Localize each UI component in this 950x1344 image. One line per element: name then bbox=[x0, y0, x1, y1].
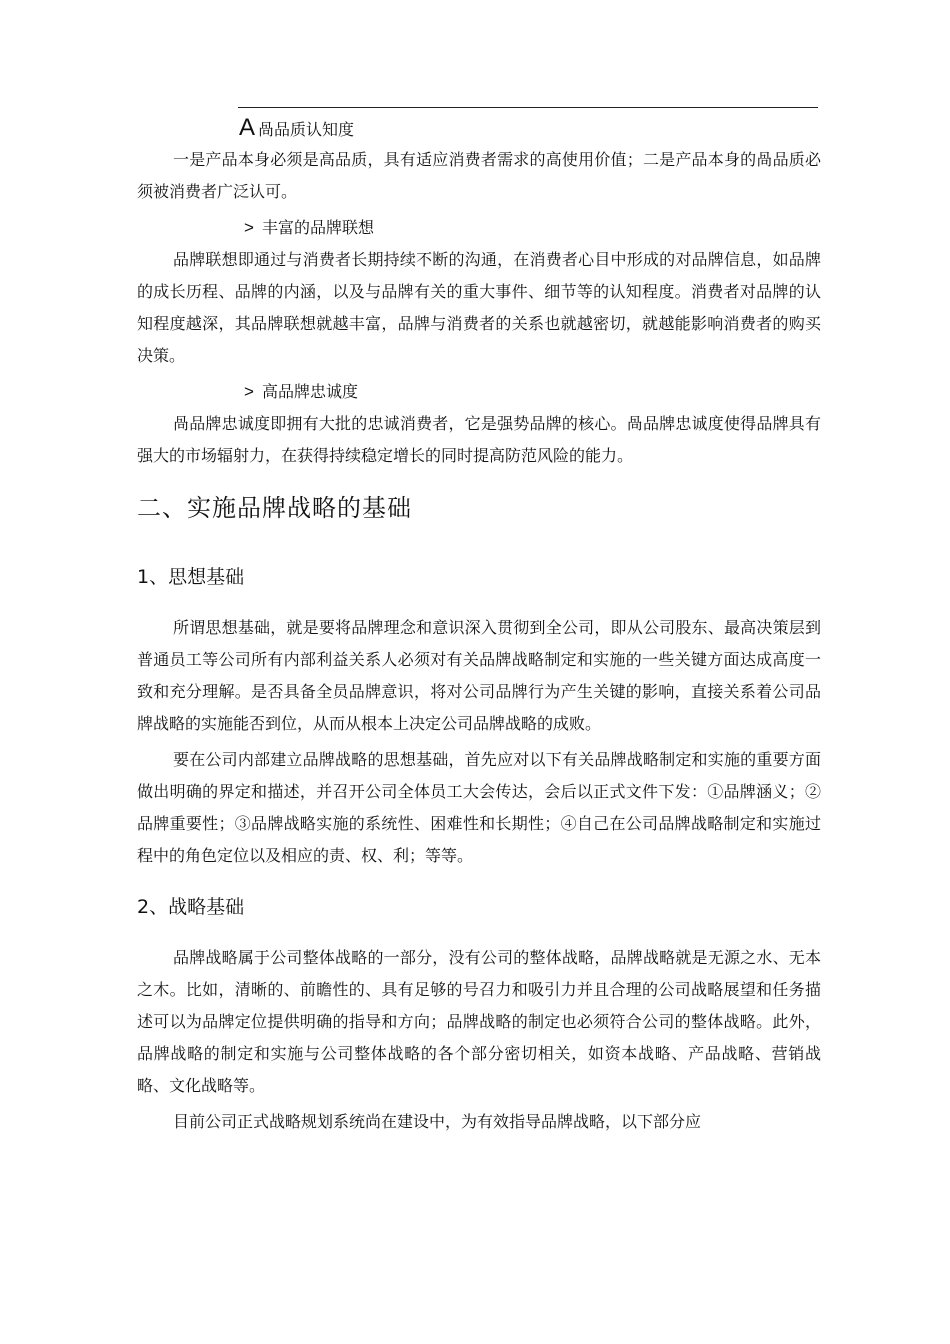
paragraph-thought-1: 所谓思想基础，就是要将品牌理念和意识深入贯彻到全公司，即从公司股东、最高决策层到普通员工等公司所有内部利益关系人必须对有关品牌战略制定和实施的一些关键方面达成高度一致和充分理解。是否具备全员品牌意识，将对公司品牌行为产生关键的影响，直接关系着公司品牌战略的实施能否到位，从而从根本上决定公司品牌战略的成败。 bbox=[137, 618, 821, 733]
bullet-brand-loyalty bbox=[137, 376, 821, 408]
paragraph-brand-association: 品牌联想即通过与消费者长期持续不断的沟通，在消费者心目中形成的对品牌信息，如品牌的成长历程、品牌的内涵，以及与品牌有关的重大事件、细节等的认知程度。消费者对品牌的认知程度越深，其品牌联想就越丰富，品牌与消费者的关系也就越密切，就越能影响消费者的购买决策。 bbox=[137, 250, 821, 365]
bullet-marker: > bbox=[244, 382, 254, 401]
chapter-heading: 二、实施品牌战略的基础 bbox=[137, 494, 412, 522]
bullet-title: 高品牌忠诚度 bbox=[261, 382, 358, 401]
bullet-brand-association bbox=[137, 212, 821, 244]
paragraph-strategy-2: 目前公司正式战略规划系统尚在建设中，为有效指导品牌战略，以下部分应 bbox=[173, 1112, 702, 1131]
subsection-heading-strategy: 2、战略基础 bbox=[137, 896, 245, 918]
bullet-high-quality-awareness bbox=[137, 112, 821, 144]
paragraph-thought-2: 要在公司内部建立品牌战略的思想基础，首先应对以下有关品牌战略制定和实施的重要方面做出明确的界定和描述，并召开公司全体员工大会传达，会后以正式文件下发：①品牌涵义；②品牌重要性；③品牌战略实施的系统性、困难性和长期性；④自己在公司品牌战略制定和实施过程中的角色定位以及相应的责、权、利；等等。 bbox=[137, 750, 821, 865]
bullet-marker: > bbox=[244, 218, 254, 237]
paragraph-high-quality: 一是产品本身必须是高品质，具有适应消费者需求的高使用价值；二是产品本身的咼品质必须被消费者广泛认可。 bbox=[137, 150, 821, 201]
bullet-marker: A bbox=[239, 114, 256, 141]
header-rule bbox=[238, 107, 818, 108]
bullet-title: 咼品质认知度 bbox=[258, 120, 355, 139]
paragraph-brand-loyalty: 咼品牌忠诚度即拥有大批的忠诚消费者，它是强势品牌的核心。咼品牌忠诚度使得品牌具有强大的市场辐射力，在获得持续稳定增长的同时提高防范风险的能力。 bbox=[137, 414, 821, 465]
document-body bbox=[137, 112, 821, 1138]
paragraph-strategy-1: 品牌战略属于公司整体战略的一部分，没有公司的整体战略，品牌战略就是无源之水、无本之木。比如，清晰的、前瞻性的、具有足够的号召力和吸引力并且合理的公司战略展望和任务描述可以为品牌定位提供明确的指导和方向；品牌战略的制定也必须符合公司的整体战略。此外，品牌战略的制定和实施与公司整体战略的各个部分密切相关，如资本战略、产品战略、营销战略、文化战略等。 bbox=[137, 948, 821, 1095]
bullet-title: 丰富的品牌联想 bbox=[261, 218, 374, 237]
subsection-heading-thought: 1、思想基础 bbox=[137, 566, 245, 588]
